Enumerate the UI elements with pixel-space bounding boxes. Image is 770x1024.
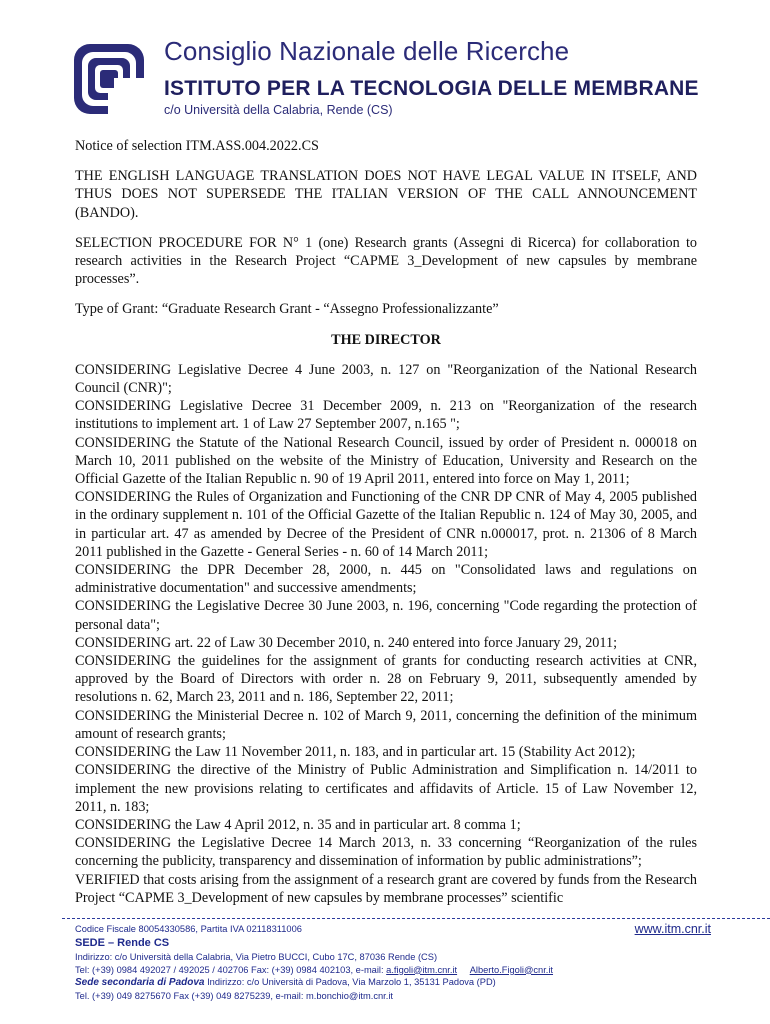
- sede-contacts: Tel: (+39) 0984 492027 / 492025 / 402706 Fax: (+39) 0984 402103, e-mail:: [75, 964, 384, 975]
- footer: [75, 923, 715, 1003]
- considering-item: CONSIDERING the Law 4 April 2012, n. 35 and in particular art. 8 comma 1;: [75, 816, 521, 833]
- fiscal-code: Codice Fiscale 80054330586, Partita IVA 02118311006: [75, 924, 302, 934]
- email-link-figoli-itm[interactable]: a.figoli@itm.cnr.it: [386, 964, 458, 975]
- considering-item: CONSIDERING the directive of the Ministry of Public Administration and Simplification n. 14/2011 to implement the new provisions relating to certificates and affidavits of Article. 15 of Law November 12, 2011, n. 183;: [75, 762, 697, 815]
- website-link[interactable]: www.itm.cnr.it: [634, 922, 711, 936]
- institute-name: ISTITUTO PER LA TECNOLOGIA DELLE MEMBRANE: [164, 77, 699, 100]
- grant-type: Type of Grant: “Graduate Research Grant - “Assegno Professionalizzante”: [75, 301, 499, 318]
- considering-item: CONSIDERING the Ministerial Decree n. 102 of March 9, 2011, concerning the definition of the minimum amount of research grants;: [75, 707, 697, 742]
- notice-number: Notice of selection ITM.ASS.004.2022.CS: [75, 138, 319, 154]
- considering-item: CONSIDERING the Legislative Decree 14 March 2013, n. 33 concerning “Reorganization of the rules concerning the publicity, transparency and dissemination of information by public administrations”;: [75, 835, 697, 870]
- considering-item: CONSIDERING Legislative Decree 4 June 2003, n. 127 on "Reorganization of the National Research Council (CNR)";: [75, 361, 697, 397]
- institute-address: c/o Università della Calabria, Rende (CS): [164, 103, 393, 117]
- padova-contacts: Tel. (+39) 049 8275670 Fax (+39) 049 8275239, e-mail: m.bonchio@itm.cnr.it: [75, 991, 393, 1002]
- sede-address: Indirizzo: c/o Università della Calabria, Via Pietro BUCCI, Cubo 17C, 87036 Rende (CS): [75, 951, 438, 962]
- considering-item: CONSIDERING Legislative Decree 31 December 2009, n. 213 on "Reorganization of the research institutions to implement art. 1 of Law 27 September 2007, n.165 ";: [75, 398, 697, 433]
- footer-divider: [62, 918, 770, 919]
- considering-item: CONSIDERING the guidelines for the assignment of grants for conducting research activities at CNR, approved by the Board of Directors with order n. 28 on February 9, 2011, subsequently amended by resolutions n. 62, March 23, 2011 and n. 186, September 22, 2011;: [75, 653, 697, 706]
- considering-item: CONSIDERING the Law 11 November 2011, n. 183, and in particular art. 15 (Stability Act 2012);: [75, 744, 636, 761]
- selection-paragraph: SELECTION PROCEDURE FOR N° 1 (one) Research grants (Assegni di Ricerca) for collaboration to research activities in the Research Project “CAPME 3_Development of new capsules by membrane processes”.: [75, 234, 697, 288]
- considering-item: CONSIDERING the Legislative Decree 30 June 2003, n. 196, concerning "Code regarding the protection of personal data";: [75, 598, 697, 633]
- document-body: [75, 137, 697, 907]
- letterhead: [0, 0, 770, 130]
- sede-contacts-line: [75, 964, 715, 977]
- disclaimer-paragraph: THE ENGLISH LANGUAGE TRANSLATION DOES NOT HAVE LEGAL VALUE IN ITSELF, AND THUS DOES NOT SUPERSEDE THE ITALIAN VERSION OF THE CALL ANNOUNCEMENT (BANDO).: [75, 168, 697, 221]
- considering-item: CONSIDERING the Statute of the National Research Council, issued by order of President n. 000018 on March 10, 2011 published on the website of the Ministry of Education, University and Research on the Official Gazette of the Italian Republic n. 90 of 19 April 2011, entered into force on May 1, 2011;: [75, 434, 697, 488]
- padova-line: [75, 976, 715, 990]
- verified-item: VERIFIED that costs arising from the assignment of a research grant are covered by funds from the Research Project “CAPME 3_Development of new capsules by membrane processes” scientific: [75, 871, 697, 906]
- cnr-logo-icon: [68, 38, 150, 120]
- padova-address: Indirizzo: c/o Università di Padova, Via Marzolo 1, 35131 Padova (PD): [204, 977, 496, 988]
- email-link-figoli-cnr[interactable]: Alberto.Figoli@cnr.it: [469, 964, 554, 975]
- organization-name: Consiglio Nazionale delle Ricerche: [164, 36, 570, 66]
- considering-item: CONSIDERING the Rules of Organization and Functioning of the CNR DP CNR of May 4, 2005 published in the ordinary supplement n. 101 of the Official Gazette of the Italian Republic n. 124 of May 30, 2005, and in particular art. 47 as amended by Decree of the President of CNR n.000017, prot. n. 21306 of 8 March 2011 published in the Gazette - General Series - n. 60 of 14 March 2011;: [75, 489, 697, 560]
- considering-item: CONSIDERING art. 22 of Law 30 December 2010, n. 240 entered into force January 29, 2011;: [75, 634, 618, 651]
- padova-title: Sede secondaria di Padova: [75, 977, 205, 989]
- considering-list: [75, 361, 697, 907]
- considering-item: CONSIDERING the DPR December 28, 2000, n. 445 on "Consolidated laws and regulations on administrative documentation" and successive amendments;: [75, 562, 697, 597]
- director-heading: THE DIRECTOR: [331, 331, 441, 348]
- sede-title: SEDE – Rende CS: [75, 936, 170, 949]
